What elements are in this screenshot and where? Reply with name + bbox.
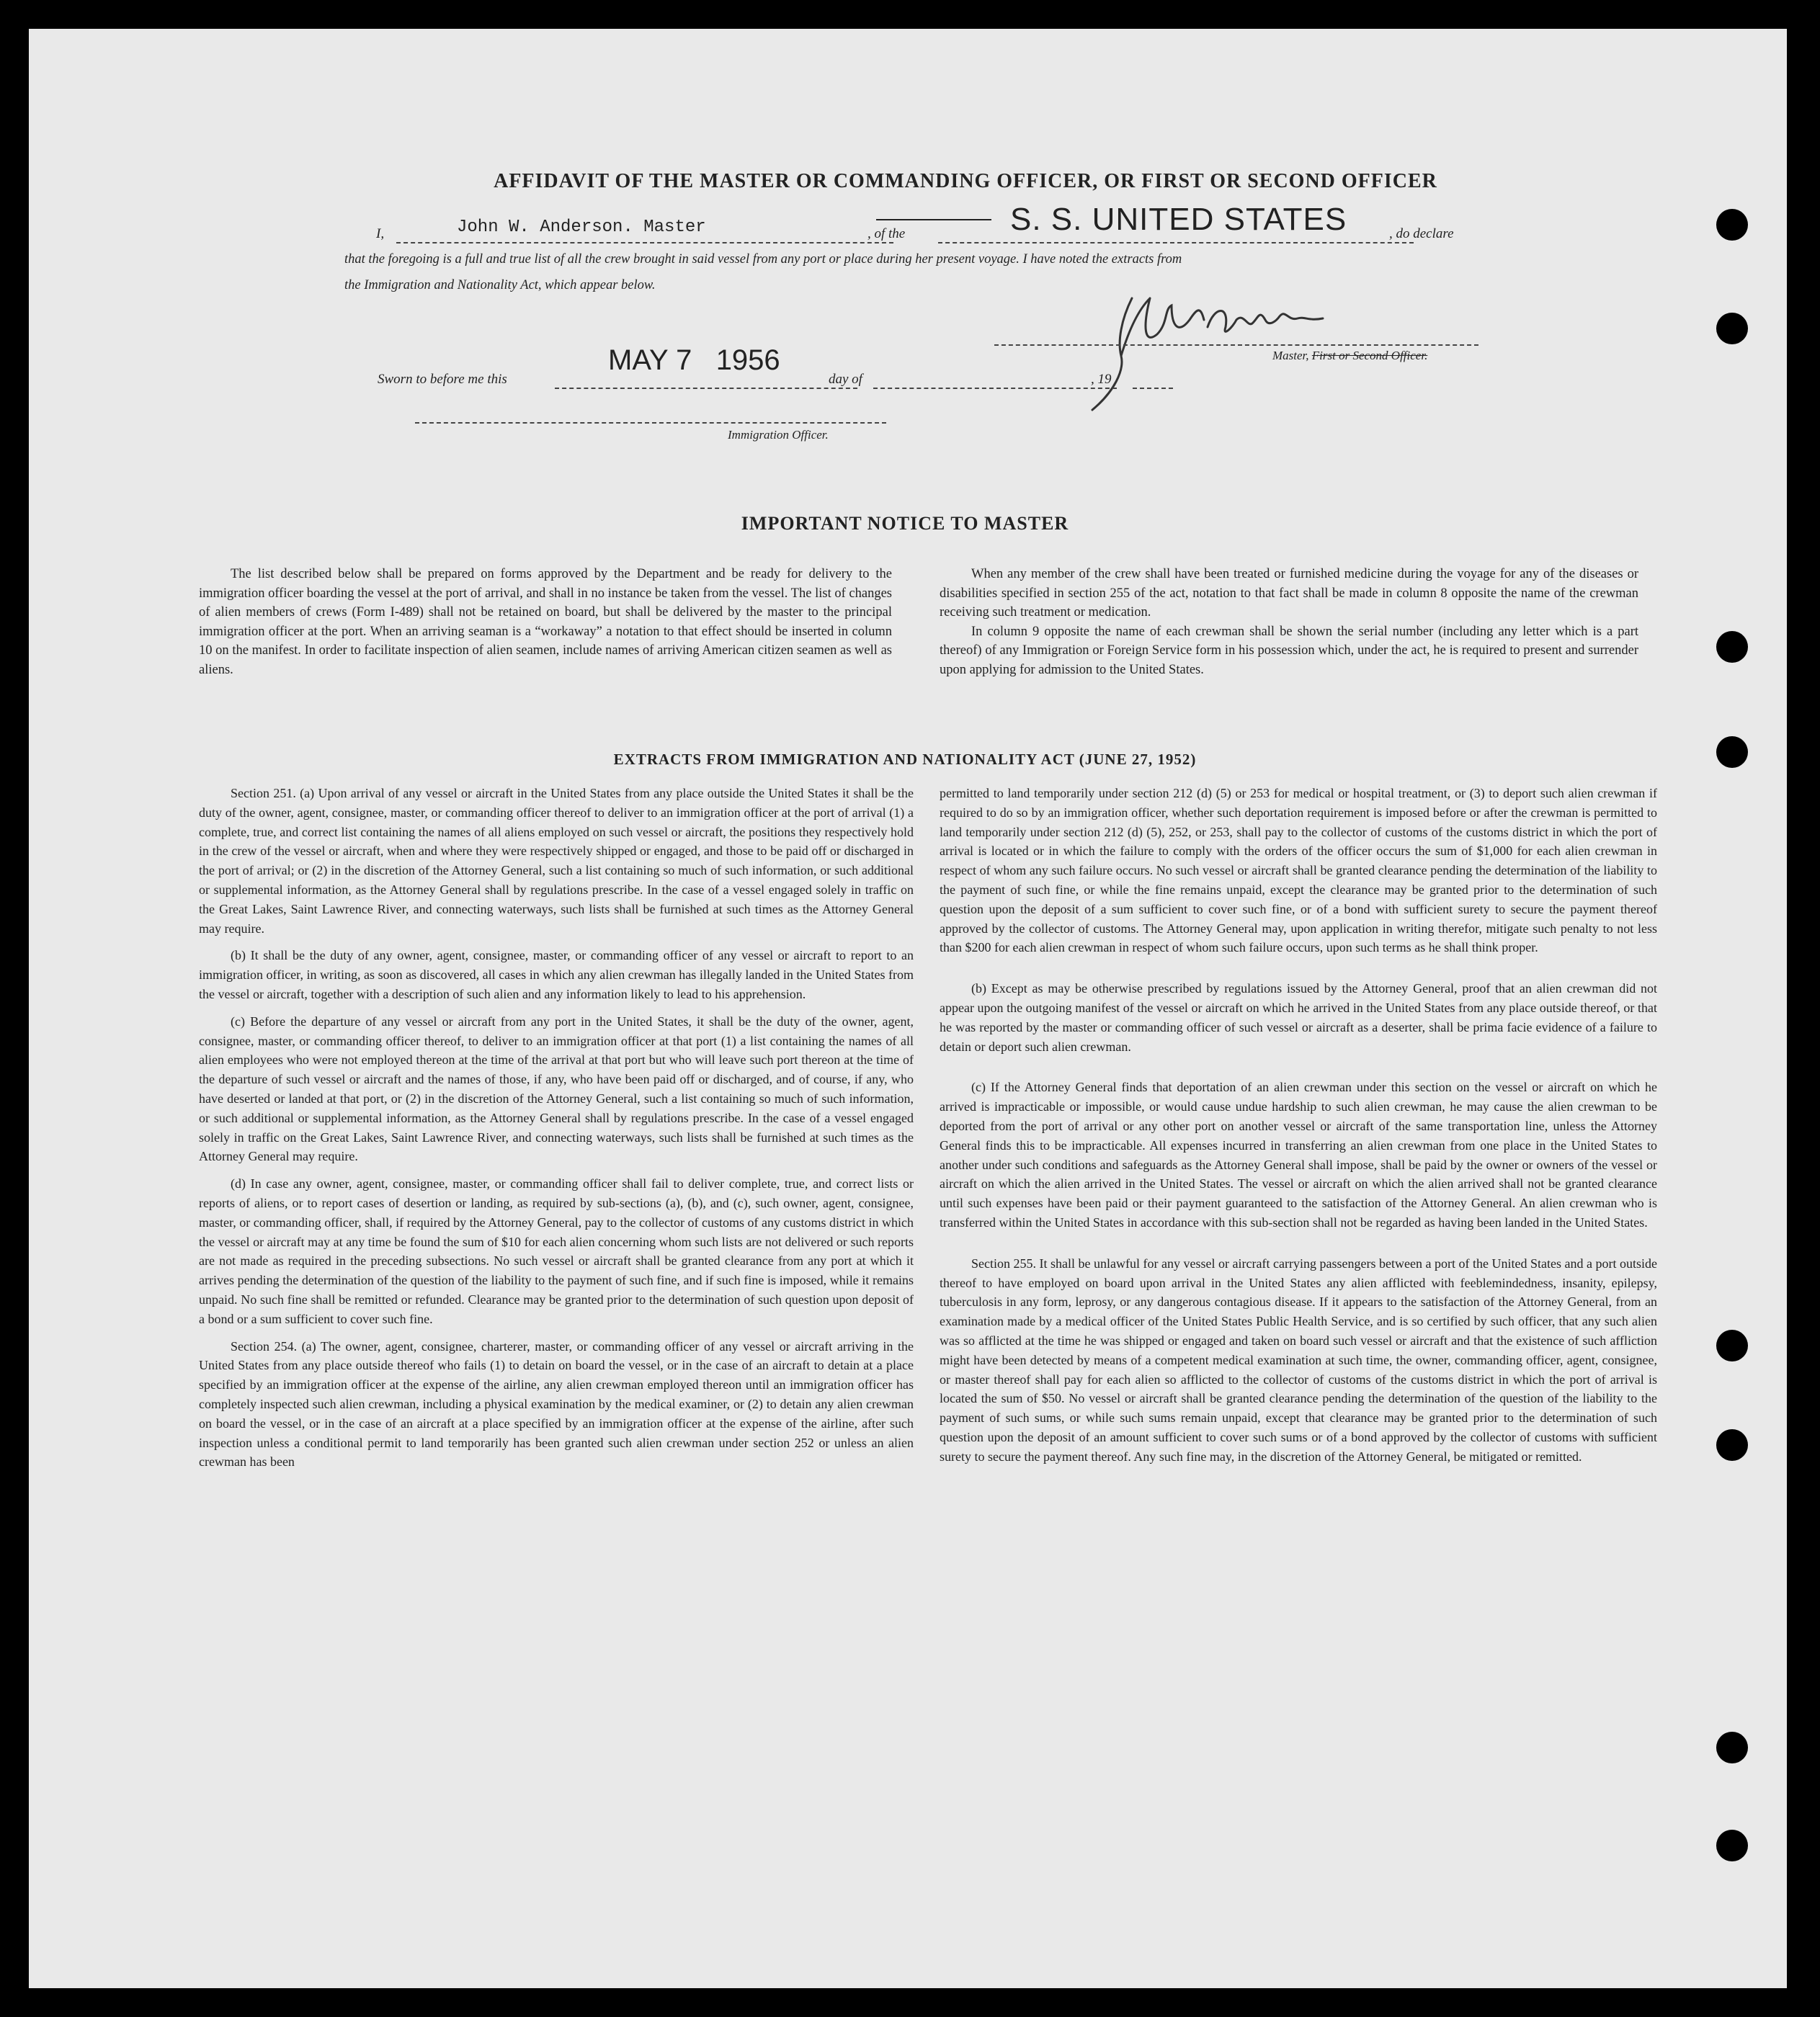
master-caption-text: Master, <box>1272 349 1309 362</box>
master-caption <box>1272 349 1427 363</box>
struck-officer-caption: First or Second Officer. <box>1311 349 1428 362</box>
vessel-blank <box>938 242 1414 243</box>
of-the-label: , of the <box>867 226 906 241</box>
sworn-date-stamp: MAY 7 1956 <box>608 344 780 376</box>
declaration-line-1: that the foregoing is a full and true list of all the crew brought in said vessel from any port or place during her present voyage. I have noted the extracts from <box>344 252 1182 267</box>
binder-hole <box>1716 209 1748 241</box>
binder-hole <box>1716 313 1748 344</box>
section-251-c: (c) Before the departure of any vessel or aircraft from any port in the United States, it shall be the duty of the owner, agent, consignee, master, or commanding officer thereof, to deliver to an immigration officer at that port (1) a list containing the names of all alien employees who were not employed thereon at the time of the arrival at that port but who will leave such port thereon at the time of the departure of such vessel or aircraft and the names of those, if any, who have been paid off or discharged, and of course, if any, who have deserted or landed at that port, or (2) in the discretion of the Attorney General, such a list containing so much of such information, or such additional or supplemental information, as the Attorney General shall by regulations prescribe. In the case of a vessel engaged solely in traffic on the Great Lakes, Saint Lawrence River, and connecting waterways, such lists shall be furnished at such times as the Attorney General may require. <box>199 1014 914 1164</box>
month-blank <box>873 388 1117 389</box>
officer-blank <box>415 422 886 424</box>
extracts-title: EXTRACTS FROM IMMIGRATION AND NATIONALITY ACT (JUNE 27, 1952) <box>613 751 1197 768</box>
binder-hole <box>1716 1429 1748 1461</box>
notice-right-column <box>940 565 1638 687</box>
declaration-line-2: the Immigration and Nationality Act, which appear below. <box>344 278 656 292</box>
notice-title: IMPORTANT NOTICE TO MASTER <box>741 513 1069 534</box>
section-254-a-continued: permitted to land temporarily under section 212 (d) (5) or 253 for medical or hospital treatment, or (3) to deport such alien crewman if required to do so by an immigration officer, whether such deportation requirement is imposed before or after the crewman is permitted to land temporarily under section 212 (d) (5), 252, or 253, shall pay to the collector of customs of the customs district in which the port of arrival is located or in which the failure to comply with the orders of the officer occurs the sum of $1,000 for each alien crewman in respect of whom any such failure occurs. No such vessel or aircraft shall be granted clearance pending the determination of the liability to the payment of such fine, or while the fine remains unpaid, except the clearance may be granted prior to the determination of such question upon the deposit of a sum sufficient to cover such fine, or of a bond with sufficient surety to secure the payment thereof approved by the collector of customs. The Attorney General may, upon application in writing therefor, mitigate such penalty to not less than $200 for each alien crewman in respect of whom such failure occurs, upon such terms as he shall think proper. <box>940 786 1657 955</box>
title-rule <box>876 219 991 220</box>
day-of-label: day of <box>829 372 862 387</box>
section-251-b: (b) It shall be the duty of any owner, agent, consignee, master, or commanding officer of any vessel or aircraft to report to an immigration officer, in writing, as soon as discovered, all cases in which any alien crewman has illegally landed in the United States from the vessel or aircraft, together with a description of such alien and any information likely to lead to his apprehension. <box>199 948 914 1001</box>
binder-hole <box>1716 631 1748 663</box>
binder-hole <box>1716 1732 1748 1763</box>
do-declare-label: , do declare <box>1389 226 1454 241</box>
notice-right-paragraph-2: In column 9 opposite the name of each crewman shall be shown the serial number (including any letter which is a part thereof) of any Immigration or Foreign Service form in his possession which, under the act, he is required to present and surrender upon applying for admission to the United States. <box>940 624 1638 677</box>
section-254-a: Section 254. (a) The owner, agent, consignee, charterer, master, or commanding officer of any vessel or aircraft arriving in the United States from any place outside thereof who fails (1) to detain on board the vessel, or in the case of an aircraft to detain at a place specified by an immigration officer at the expense of the airline, any alien crewman employed thereon until an immigration officer has completely inspected such alien crewman, including a physical examination by the medical examiner, or (2) to detain any alien crewman on board the vessel, or in the case of an aircraft at a place specified by an immigration officer at the expense of the airline, after such inspection unless a conditional permit to land temporarily has been granted such alien crewman under section 252 or unless an alien crewman has been <box>199 1338 914 1470</box>
section-255: Section 255. It shall be unlawful for any vessel or aircraft carrying passengers between a port of the United States and a port outside thereof to have employed on board upon arrival in the United States any alien afflicted with feeblemindedness, insanity, epilepsy, tuberculosis in any form, leprosy, or any dangerous contagious disease. If it appears to the satisfaction of the Attorney General, from an examination made by a medical officer of the United States Public Health Service, and is so certified by such officer, that any such alien was so afflicted at the time he was shipped or engaged and taken on board such vessel or aircraft and that the existence of such affliction might have been detected by means of a competent medical examination at such time, the owner, commanding officer, agent, consignee, or master thereof shall pay for each alien so afflicted to the collector of customs of the customs district in which the port of arrival is located the sum of $50. No vessel or aircraft shall be granted clearance pending the determination of the question of the liability to the payment of such sums, or while such sums remain unpaid, except that clearance may be granted prior to the determination of such question upon the deposit of an amount sufficient to cover such sums or of a bond approved by the collector of customs with sufficient surety to secure the payment thereof. Any such fine may, in the discretion of the Attorney General, be mitigated or remitted. <box>940 1256 1657 1464</box>
signature-blank <box>994 344 1478 346</box>
sworn-label: Sworn to before me this <box>378 372 507 387</box>
binder-hole <box>1716 1830 1748 1861</box>
notice-right-paragraph-1: When any member of the crew shall have been treated or furnished medicine during the voyage for any of the diseases or disabilities specified in section 255 of the act, notation to that fact shall be made in column 8 opposite the name of the crewman receiving such treatment or medication. <box>940 567 1638 620</box>
section-251-a: Section 251. (a) Upon arrival of any vessel or aircraft in the United States from any place outside the United States it shall be the duty of the owner, agent, consignee, master, or commanding officer thereof to deliver to an immigration officer at the port of arrival (1) a complete, true, and correct list containing the names of all aliens employed on such vessel or aircraft, the positions they respectively hold in the crew of the vessel or aircraft, when and where they were respectively shipped or engaged, and those to be paid off or discharged in the port of arrival; or (2) in the discretion of the Attorney General, such a list containing so much of such information, or such additional or supplemental information, as the Attorney General shall by regulations prescribe. In the case of a vessel engaged solely in traffic on the Great Lakes, Saint Lawrence River, and connecting waterways, such lists shall be furnished at such times as the Attorney General may require. <box>199 786 914 936</box>
notice-left-column <box>199 565 892 687</box>
section-254-b: (b) Except as may be otherwise prescribed by regulations issued by the Attorney General, proof that an alien crewman did not appear upon the outgoing manifest of the vessel or aircraft on which he arrived in the United States from any place outside thereof, or that he was reported by the master or commanding officer of such vessel or aircraft as a deserter, shall be prima facie evidence of a failure to detain or deport such alien crewman. <box>940 981 1657 1054</box>
master-name: John W. Anderson. Master <box>457 218 706 237</box>
i-label: I, <box>376 226 385 241</box>
officer-caption: Immigration Officer. <box>728 428 829 442</box>
sworn-blank <box>555 388 857 389</box>
section-254-c: (c) If the Attorney General finds that deportation of an alien crewman under this section on the vessel or aircraft on which he arrived is impracticable or impossible, or would cause undue hardship to such alien crewman, he may cause the alien crewman to be deported from the port of arrival or any other port on another vessel or aircraft of the same transportation line, unless the Attorney General finds this to be impracticable. All expenses incurred in transferring an alien crewman from one place in the United States to another under such conditions and safeguards as the Attorney General shall impose, shall be paid by the owner or owners of the vessel or aircraft on which the alien arrived in the United States. The vessel or aircraft on which the alien arrived shall not be granted clearance until such expenses have been paid or their payment guaranteed to the satisfaction of the Attorney General. An alien crewman who is transferred within the United States in accordance with this sub-section shall not be regarded as having been landed in the United States. <box>940 1080 1657 1230</box>
affidavit-title: AFFIDAVIT OF THE MASTER OR COMMANDING OFFICER, OR FIRST OR SECOND OFFICER <box>494 170 1437 192</box>
extracts-right-column <box>940 784 1657 1475</box>
year-blank <box>1133 388 1173 389</box>
year-label: , 19 <box>1091 372 1112 387</box>
section-251-d: (d) In case any owner, agent, consignee, master, or commanding officer shall fail to deliver complete, true, and correct lists or reports of aliens, or to report cases of desertion or landing, as required by sub-sections (a), (b), and (c), such owner, agent, consignee, master, or commanding officer, shall, if required by the Attorney General, pay to the collector of customs of any customs district in which the vessel or aircraft may at any time be found the sum of $10 for each alien concerning whom such lists are not delivered or such reports are not made as required in the preceding subsections. No such vessel or aircraft shall be granted clearance from any port at which it arrives pending the determination of the question of the liability to the payment of such fine, and if such fine is imposed, while it remains unpaid. No such fine shall be remitted or refunded. Clearance may be granted prior to the determination of such question upon deposit of a bond or a sum sufficient to cover such fine. <box>199 1176 914 1326</box>
vessel-name: S. S. UNITED STATES <box>1010 202 1347 237</box>
document-page <box>29 29 1787 1988</box>
name-blank <box>396 242 893 243</box>
notice-left-paragraph: The list described below shall be prepared on forms approved by the Department and be ready for delivery to the immigration officer boarding the vessel at the port of arrival, and shall in no instance be taken from the vessel. The list of changes of alien members of crews (Form I-489) shall not be retained on board, but shall be delivered by the master to the principal immigration officer at the port. When an arriving seaman is a “workaway” a notation to that effect should be inserted in column 10 on the manifest. In order to facilitate inspection of alien seamen, include names of arriving American citizen seamen as well as aliens. <box>199 567 892 677</box>
extracts-left-column <box>199 784 914 1480</box>
binder-hole <box>1716 1330 1748 1361</box>
